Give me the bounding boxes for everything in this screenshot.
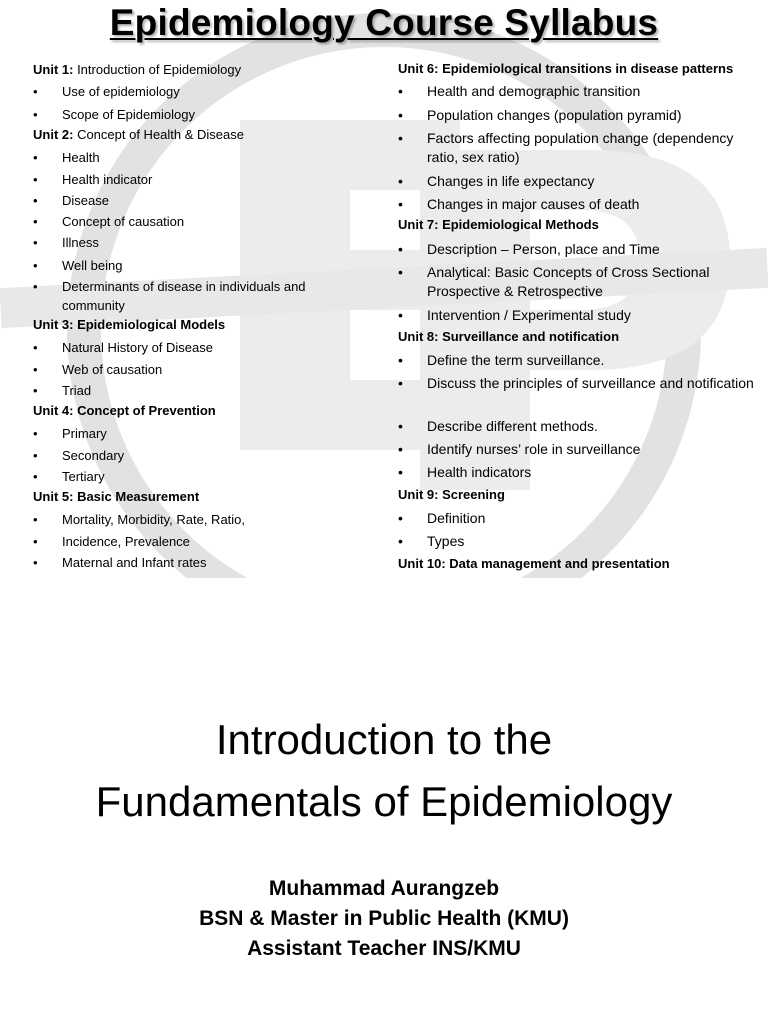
unit-label: Unit 7: (398, 217, 439, 232)
bullet-icon: • (398, 464, 403, 480)
bullet-icon: • (398, 264, 403, 280)
unit-title: Introduction of Epidemiology (73, 62, 242, 77)
unit-title: Surveillance and notification (438, 329, 620, 344)
bullet-icon: • (398, 307, 403, 323)
list-item-text: Determinants of disease in individuals and community (62, 279, 306, 313)
list-item-text: Intervention / Experimental study (427, 307, 631, 323)
bullet-icon: • (33, 235, 38, 250)
list-item-text: Well being (62, 258, 123, 273)
list-item-text: Secondary (62, 448, 125, 463)
bullet-icon: • (33, 448, 38, 463)
bullet-icon: • (398, 130, 403, 146)
unit-heading (398, 61, 733, 77)
author-name: Muhammad Aurangzeb (268, 877, 500, 900)
list-item-text: Scope of Epidemiology (62, 107, 195, 122)
bullet-icon: • (398, 196, 403, 212)
list-item-text: Primary (62, 426, 107, 441)
bullet-icon: • (398, 441, 403, 457)
bullet-icon: • (398, 241, 403, 257)
bullet-icon: • (33, 258, 38, 273)
bullet-icon: • (398, 173, 403, 189)
bullet-icon: • (33, 150, 38, 165)
bullet-icon: • (398, 352, 403, 368)
unit-label: Unit 2: (33, 127, 74, 142)
unit-heading (398, 556, 670, 572)
list-item-text: Illness (62, 235, 99, 250)
bullet-icon: • (33, 340, 38, 355)
unit-label: Unit 10: (398, 556, 446, 571)
unit-heading (33, 62, 241, 78)
bullet-icon: • (33, 512, 38, 527)
list-item-text: Analytical: Basic Concepts of Cross Sectional Prospective & Retrospective (427, 264, 710, 299)
unit-heading (398, 487, 505, 503)
unit-title: Epidemiological transitions in disease patterns (438, 61, 734, 76)
list-item-text: Health indicators (427, 464, 532, 480)
list-item-text: Definition (427, 510, 486, 526)
unit-label: Unit 6: (398, 61, 439, 76)
list-item-text: Health and demographic transition (427, 83, 641, 99)
unit-heading (398, 329, 619, 345)
bullet-icon: • (33, 84, 38, 99)
intro-slide (0, 578, 768, 1024)
intro-title-line-1: Introduction to the (215, 716, 553, 763)
list-item-text: Mortality, Morbidity, Rate, Ratio, (62, 512, 246, 527)
unit-heading (398, 217, 599, 233)
list-item-text: Types (427, 533, 465, 549)
list-item-text: Discuss the principles of surveillance and notification (427, 375, 754, 391)
list-item-text: Factors affecting population change (dependency ratio, sex ratio) (427, 130, 734, 165)
author-position: Assistant Teacher INS/KMU (247, 937, 521, 960)
list-item-text: Disease (62, 193, 109, 208)
unit-label: Unit 9: (398, 487, 439, 502)
bullet-icon: • (33, 107, 38, 122)
unit-label: Unit 5: (33, 489, 74, 504)
list-item-text: Population changes (population pyramid) (427, 107, 682, 123)
bullet-icon: • (33, 555, 38, 570)
unit-title: Data management and presentation (445, 556, 670, 571)
list-item-text: Define the term surveillance. (427, 352, 605, 368)
syllabus-title: Epidemiology Course Syllabus (109, 2, 659, 43)
bullet-icon: • (33, 193, 38, 208)
unit-title: Epidemiological Models (73, 317, 226, 332)
unit-title: Concept of Prevention (73, 403, 216, 418)
unit-heading (33, 127, 244, 143)
list-item-text: Health (62, 150, 100, 165)
list-item-text: Changes in major causes of death (427, 196, 640, 212)
unit-label: Unit 8: (398, 329, 439, 344)
unit-title: Concept of Health & Disease (73, 127, 244, 142)
list-item-text: Health indicator (62, 172, 153, 187)
bullet-icon: • (33, 383, 38, 398)
list-item-text: Describe different methods. (427, 418, 598, 434)
list-item-text: Use of epidemiology (62, 84, 180, 99)
bullet-icon: • (33, 362, 38, 377)
bullet-icon: • (398, 510, 403, 526)
unit-heading (33, 489, 199, 505)
unit-label: Unit 1: (33, 62, 74, 77)
bullet-icon: • (398, 375, 403, 391)
bullet-icon: • (33, 426, 38, 441)
bullet-icon: • (33, 214, 38, 229)
author-degree: BSN & Master in Public Health (KMU) (199, 907, 569, 930)
unit-title: Basic Measurement (73, 489, 200, 504)
list-item-text: Description – Person, place and Time (427, 241, 660, 257)
list-item-text: Concept of causation (62, 214, 185, 229)
intro-title-line-2: Fundamentals of Epidemiology (95, 778, 673, 825)
unit-heading (33, 403, 216, 419)
bullet-icon: • (33, 172, 38, 187)
bullet-icon: • (398, 83, 403, 99)
list-item-text: Changes in life expectancy (427, 173, 595, 189)
list-item-text: Maternal and Infant rates (62, 555, 207, 570)
bullet-icon: • (33, 534, 38, 549)
list-item-text: Triad (62, 383, 92, 398)
unit-title: Screening (438, 487, 505, 502)
bullet-icon: • (33, 469, 38, 484)
list-item-text: Identify nurses’ role in surveillance (427, 441, 641, 457)
list-item-text: Web of causation (62, 362, 163, 377)
list-item-text: Incidence, Prevalence (62, 534, 190, 549)
unit-title: Epidemiological Methods (438, 217, 599, 232)
bullet-icon: • (33, 279, 38, 294)
bullet-icon: • (398, 418, 403, 434)
bullet-icon: • (398, 533, 403, 549)
unit-heading (33, 317, 225, 333)
unit-label: Unit 4: (33, 403, 74, 418)
list-item-text: Tertiary (62, 469, 105, 484)
unit-label: Unit 3: (33, 317, 74, 332)
list-item-text: Natural History of Disease (62, 340, 213, 355)
bullet-icon: • (398, 107, 403, 123)
